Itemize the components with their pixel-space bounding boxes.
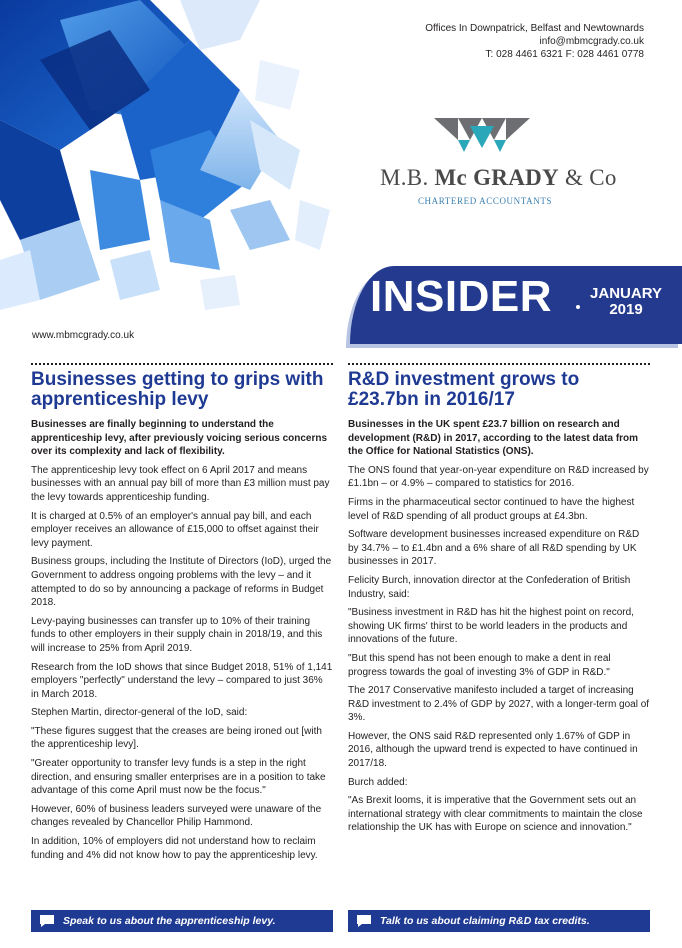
issue-month: JANUARY [590,285,662,302]
article-paragraph: It is charged at 0.5% of an employer's annual pay bill, and each employer receives an allowance of £15,000 to offset against their levy payment. [31,510,319,549]
offices-text: Offices In Downpatrick, Belfast and Newtownards [425,23,644,34]
email-link[interactable]: info@mbmcgrady.co.uk [539,36,644,47]
speech-bubble-icon [39,914,55,928]
article-paragraph: Felicity Burch, innovation director at the Confederation of British Industry, said: [348,574,631,600]
article-paragraph: "Greater opportunity to transfer levy funds is a step in the right direction, and ensuring smaller enterprises are in a position to take advantage of this come April must now be the focus." [31,758,326,797]
article-paragraph: The apprenticeship levy took effect on 6 April 2017 and means businesses with an annual pay bill of more than £3 million must pay the levy towards apprenticeship funding. [31,464,330,503]
article-paragraph: "As Brexit looms, it is imperative that the Government sets out an international strategy with clear commitments to maintain the close relationship the UK has with Europe on science and innovation." [348,795,643,834]
banner-title: INSIDER [370,272,552,321]
company-logo-icon [434,118,530,162]
company-name: M.B. Mc GRADY & Co [380,165,617,190]
article-paragraph: The ONS found that year-on-year expenditure on R&D increased by £1.1bn – or 4.9% – compared to statistics for 2016. [348,464,649,490]
cubes-illustration [0,0,340,318]
right-divider [348,363,650,365]
phone-fax-text: T: 028 4461 6321 F: 028 4461 0778 [485,49,644,60]
contact-block [425,22,644,61]
issue-year: 2019 [609,301,643,318]
banner-dot [576,305,580,309]
article-paragraph: Levy-paying businesses can transfer up to 10% of their training funds to other employers in their supply chain in 2018/19, and this will increase to 25% from April 2019. [31,615,323,654]
company-subtitle: CHARTERED ACCOUNTANTS [417,196,553,206]
article-rd-investment [348,370,650,840]
cta-label: Speak to us about the apprenticeship levy. [63,915,276,927]
article-paragraph: "These figures suggest that the creases are being ironed out [with the apprenticeship levy]. [31,725,322,751]
website-link[interactable]: www.mbmcgrady.co.uk [32,330,135,341]
issue-date [590,286,662,318]
article-paragraph: However, the ONS said R&D represented only 1.67% of GDP in 2016, although the upward trend is expected to have continued in 2017/18. [348,730,638,770]
article-paragraph: Research from the IoD shows that since Budget 2018, 51% of 1,141 employers "perfectly" understand the levy – compared to just 36% in March 2018. [31,661,333,700]
article-paragraph: The 2017 Conservative manifesto included a target of increasing R&D investment to 2.4% of GDP by 2027, with a longer-term goal of 3%. [348,685,650,724]
cta-rd-tax-credits[interactable] [348,910,650,932]
cta-label: Talk to us about claiming R&D tax credits. [380,915,590,927]
insider-banner [350,266,682,344]
speech-bubble-icon [356,914,372,928]
article-paragraph: In addition, 10% of employers did not understand how to reclaim funding and 4% did not know how to pay the apprenticeship levy. [31,836,318,861]
article-apprenticeship-levy [31,370,333,867]
article-heading: Businesses getting to grips with apprenticeship levy [31,369,324,410]
article-paragraph: Software development businesses increased expenditure on R&D by 34.7% – to £1.4bn and a 6% share of all R&D spending by UK businesses in 2017. [348,529,640,568]
article-heading: R&D investment grows to £23.7bn in 2016/17 [348,369,580,410]
article-paragraph: Stephen Martin, director-general of the IoD, said: [31,707,248,719]
article-lead: Businesses in the UK spent £23.7 billion on research and development (R&D) in 2017, according to the latest data from the Office for National Statistics (ONS). [348,419,639,458]
hero-cubes-graphic [0,0,340,318]
cta-apprenticeship-levy[interactable] [31,910,333,932]
left-divider [31,363,333,365]
article-paragraph: Business groups, including the Institute of Directors (IoD), urged the Government to address ongoing problems with the levy – and it attempted to do so by announcing a package of reforms in Budget 2018. [31,556,332,609]
article-paragraph: However, 60% of business leaders surveyed were unaware of the changes revealed by Chancellor Philip Hammond. [31,803,322,829]
article-paragraph: Firms in the pharmaceutical sector continued to have the highest level of R&D spending of all product groups at £4.3bn. [348,496,635,522]
article-lead: Businesses are finally beginning to understand the apprenticeship levy, after previously voicing serious concerns over its complexity and lack of flexibility. [31,419,328,458]
article-paragraph: "But this spend has not been enough to make a dent in real progress towards the goal of investing 3% of GDP in R&D." [348,652,611,678]
article-paragraph: Burch added: [348,776,408,788]
article-paragraph: "Business investment in R&D has hit the highest point on record, showing UK firms' thirst to be world leaders in the products and innovations of the future. [348,607,634,646]
